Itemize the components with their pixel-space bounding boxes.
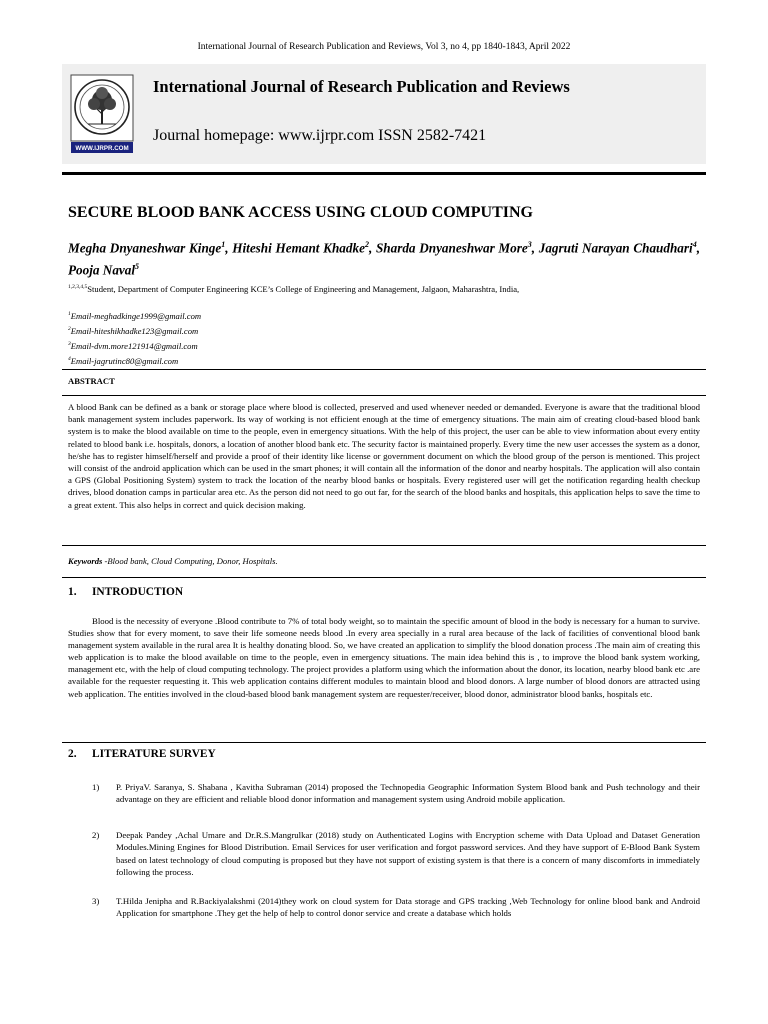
email-mark: 3 bbox=[68, 340, 71, 347]
section-number: 1. bbox=[68, 586, 77, 598]
affiliation-marks: 1,2,3,4,5 bbox=[68, 284, 88, 291]
literature-item bbox=[92, 895, 700, 920]
literature-item-text: Deepak Pandey ,Achal Umare and Dr.R.S.Mangrulkar (2018) study on Authenticated Logins with Encryption scheme with Data Upload and Dataset Generation Modules.Mining Engines for Blood Distribution. Email Services for user verification and forgot password services. And they have support of E-Blood Bank System based on latest technology of cloud computing is proposed but they have not support of existing system is that there is a concern of many discomforts in immediately following the process. bbox=[116, 830, 700, 878]
author-name: Pooja Naval bbox=[68, 262, 136, 278]
abstract-top-rule bbox=[62, 369, 706, 370]
section-number: 2. bbox=[68, 748, 77, 760]
email-address: Email-dvm.more121914@gmail.com bbox=[70, 340, 198, 351]
keywords-label: Keywords bbox=[68, 556, 103, 566]
author-list bbox=[68, 235, 700, 280]
paper-title: SECURE BLOOD BANK ACCESS USING CLOUD COMPUTING bbox=[68, 204, 533, 221]
abstract-heading: ABSTRACT bbox=[68, 376, 115, 386]
author-separator: , bbox=[531, 240, 539, 256]
list-number: 3) bbox=[92, 896, 100, 906]
section-title: INTRODUCTION bbox=[92, 586, 184, 598]
tree-seal-icon bbox=[68, 74, 136, 154]
email-mark: 2 bbox=[68, 325, 71, 332]
abstract-bottom-rule bbox=[62, 545, 706, 546]
section-heading-literature-survey bbox=[68, 748, 216, 760]
journal-logo bbox=[68, 74, 136, 154]
author-affiliation-mark: 5 bbox=[135, 262, 140, 272]
author-affiliation-mark: 2 bbox=[364, 240, 369, 249]
email-mark: 4 bbox=[68, 355, 71, 362]
author-affiliation-mark: 4 bbox=[692, 240, 697, 249]
author-name: Megha Dnyaneshwar Kinge bbox=[68, 240, 222, 256]
email-line bbox=[68, 323, 201, 338]
affiliation-text: Student, Department of Computer Engineering KCE’s College of Engineering and Management, Jalgaon, Maharashtra, India, bbox=[87, 284, 520, 294]
affiliation bbox=[68, 284, 519, 294]
abstract-body: A blood Bank can be defined as a bank or storage place where blood is collected, preserved and used whenever needed or demanded. Everyone is aware that the traditional blood bank management system includes paperwork. Its way of working is not efficient enough at the time of emergency situations. The main aim of creating cloud-based blood bank system is to make the blood available on time to the people, even in emergency situations. With the help of this project, the user can be able to view information about every entity related to blood bank i.e. hospitals, donors, a location of another blood bank etc. The security factor is maintained properly. Every time the new user accesses the system as a donor, he/she has to register himself/herself and provide a proof of their identity like license or government document on which the blood group of the person is mentioned. This project will consist of the android application which can be used in the smart phones; it will contain all the information of the donor and nearby hospitals. The application will also contain a GPS (Global Positioning System) system to track the location of the nearby blood banks or hospitals. Every registered user will get the notification regarding health checkup drives, blood donation camps in particular area etc. As the person did not need to go out far, for the search of the blood banks and hospitals, this application helps to save the time to a great extent. This also helps in correct and quick decision making. bbox=[68, 402, 700, 510]
literature-item-text: P. PriyaV. Saranya, S. Shabana , Kavitha Subraman (2014) proposed the Technopedia Geographic Information System Blood bank and Push technology and their advantage on they are efficient and reliable blood donor information and management system using Android mobile application. bbox=[116, 782, 700, 805]
introduction-body: Blood is the necessity of everyone .Blood contribute to 7% of total body weight, so to maintain the specific amount of blood in the body is necessary for a human to survive. Studies show that for every moment, to save their life someone needs blood .In every area specially in a rural area because of the lack of facilities of conventional blood bank management system available in the rural area It is healthy donating blood. So, we have created an application to simplify the blood donation process .The main aim of creating this web application is to make the blood available on time to the people, even in emergency situations. The main idea behind this is , to improve the blood bank system working, management etc, with the help of cloud computing technology. The project provides a platform using which the information about the donor, its location, nearby blood bank etc .are available for the requester requesting it. This web application contains different modules to maintain blood and blood donors. A large number of blood donors are attracted using web application. The entities involved in the cloud-based blood bank management system are requester/receiver, blood donor, administrator blood banks, hospitals etc. bbox=[68, 616, 700, 699]
author-separator: , bbox=[368, 240, 376, 256]
section-title: LITERATURE SURVEY bbox=[92, 748, 216, 760]
email-address: Email-meghadkinge1999@gmail.com bbox=[70, 310, 202, 321]
journal-homepage: Journal homepage: www.ijrpr.com ISSN 2582-7421 bbox=[153, 127, 487, 144]
email-address: Email-hiteshikhadke123@gmail.com bbox=[70, 325, 199, 336]
journal-masthead bbox=[62, 64, 706, 164]
header-rule bbox=[62, 172, 706, 175]
email-address: Email-jagrutinc80@gmail.com bbox=[70, 355, 179, 366]
abstract-heading-rule bbox=[62, 395, 706, 396]
list-number: 2) bbox=[92, 830, 100, 840]
email-list bbox=[68, 308, 201, 367]
literature-item bbox=[92, 829, 700, 879]
keywords-text: -Blood bank, Cloud Computing, Donor, Hospitals. bbox=[104, 556, 278, 566]
author-name: Sharda Dnyaneshwar More bbox=[375, 240, 528, 256]
journal-title: International Journal of Research Publication and Reviews bbox=[153, 77, 570, 96]
email-line bbox=[68, 308, 201, 323]
email-line bbox=[68, 338, 201, 353]
keywords-rule bbox=[62, 577, 706, 578]
section-rule bbox=[62, 742, 706, 743]
logo-caption: WWW.IJRPR.COM bbox=[75, 145, 129, 152]
email-mark: 1 bbox=[68, 311, 71, 317]
author-separator: , bbox=[696, 240, 700, 256]
author-affiliation-mark: 1 bbox=[221, 240, 226, 249]
author-separator: , bbox=[225, 240, 233, 256]
literature-item-text: T.Hilda Jenipha and R.Backiyalakshmi (2014)they work on cloud system for Data storage and GPS tracking ,Web Technology for online blood bank and Android Application for smartphone .They get the help of help to control donor service and create a database which holds bbox=[116, 896, 700, 919]
author-affiliation-mark: 3 bbox=[527, 240, 532, 249]
section-heading-introduction bbox=[68, 586, 183, 598]
author-name: Jagruti Narayan Chaudhari bbox=[538, 240, 693, 256]
keywords bbox=[68, 556, 278, 566]
email-line bbox=[68, 353, 201, 368]
list-number: 1) bbox=[92, 782, 100, 792]
literature-item bbox=[92, 781, 700, 806]
running-head: International Journal of Research Publication and Reviews, Vol 3, no 4, pp 1840-1843, April 2022 bbox=[197, 42, 571, 52]
author-name: Hiteshi Hemant Khadke bbox=[232, 240, 365, 256]
